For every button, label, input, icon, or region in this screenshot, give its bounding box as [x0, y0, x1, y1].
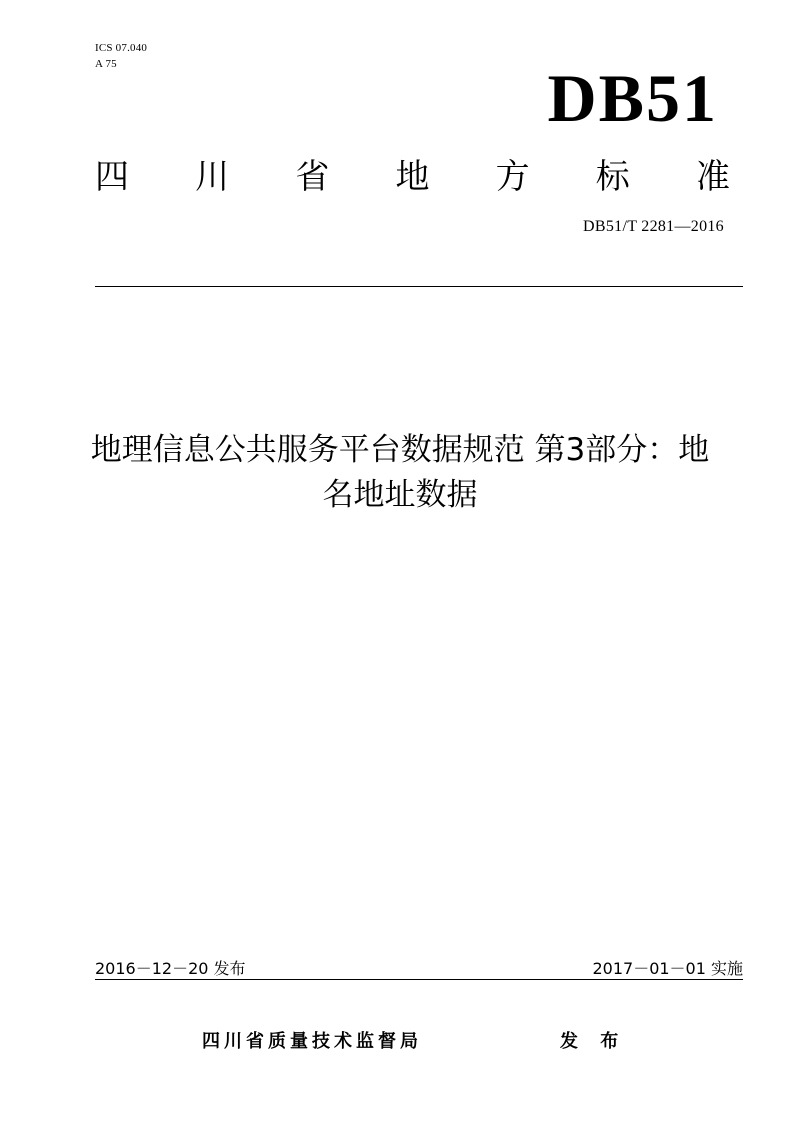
- standard-number: DB51/T 2281—2016: [583, 218, 724, 235]
- ics-code-block: [95, 40, 147, 72]
- classification-code: A 75: [95, 58, 117, 70]
- heading-char: 标: [595, 157, 630, 197]
- release-date: 2016－12－20 发布: [95, 959, 246, 978]
- issuing-authority: 四川省质量技术监督局: [202, 1031, 422, 1052]
- issue-label: 发 布: [560, 1031, 627, 1052]
- document-title: 地理信息公共服务平台数据规范 第3部分：地名地址数据: [90, 432, 710, 513]
- heading-char: 省: [295, 157, 330, 197]
- date-row: [95, 960, 743, 980]
- ics-code: ICS 07.040: [95, 42, 148, 54]
- heading-char: 方: [495, 157, 530, 197]
- heading-char: 地: [395, 157, 430, 197]
- heading-char: 川: [195, 157, 230, 197]
- heading-char: 四: [95, 157, 129, 197]
- effective-date: 2017－01－01 实施: [592, 959, 743, 978]
- date-divider: [95, 979, 743, 980]
- header-divider: [95, 286, 743, 287]
- provincial-standard-heading: [95, 152, 730, 202]
- standard-logo: DB51: [547, 60, 718, 136]
- heading-char: 准: [695, 157, 730, 197]
